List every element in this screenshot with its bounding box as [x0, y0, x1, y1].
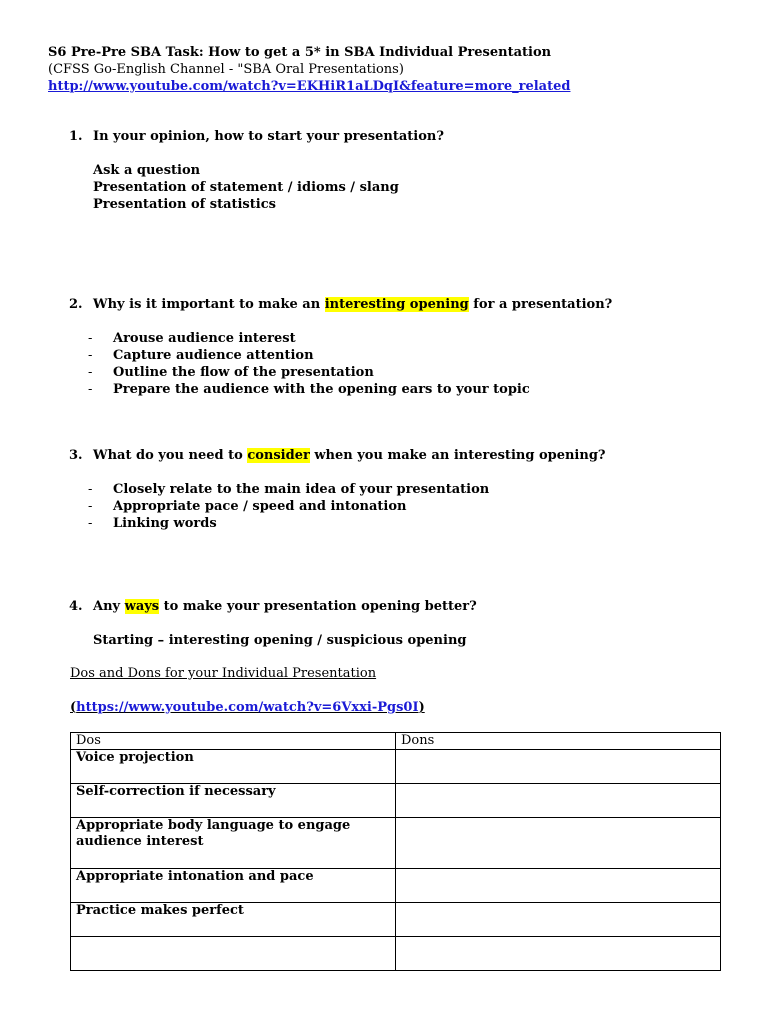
- table-cell-dos: Self-correction if necessary: [71, 784, 396, 818]
- table-row: [71, 869, 721, 903]
- table-cell-dons: [396, 750, 721, 784]
- answer-item: Starting – interesting opening / suspicious opening: [93, 633, 467, 648]
- list-item: - Outline the flow of the presentation: [88, 365, 374, 380]
- question-text: Why is it important to make an: [93, 297, 325, 312]
- table-row: [71, 818, 721, 869]
- table-cell-dos: Appropriate body language to engage audience interest: [71, 818, 396, 869]
- list-item: - Linking words: [88, 516, 217, 531]
- table-cell-dos: Voice projection: [71, 750, 396, 784]
- table-row: [71, 784, 721, 818]
- table-row: [71, 750, 721, 784]
- table-row: [71, 903, 721, 937]
- table-cell-dons: [396, 937, 721, 971]
- list-item-text: Outline the flow of the presentation: [113, 365, 374, 380]
- table-cell-dos: Appropriate intonation and pace: [71, 869, 396, 903]
- document-subtitle: (CFSS Go-English Channel - "SBA Oral Presentations): [48, 62, 404, 77]
- question-3: [48, 447, 606, 464]
- question-text: What do you need to: [93, 448, 248, 463]
- highlighted-term: consider: [247, 448, 310, 463]
- question-4-answer: [93, 632, 466, 649]
- link-paren-open: (: [70, 700, 77, 715]
- source-video-link[interactable]: http://www.youtube.com/watch?v=EKHiR1aLDqI&feature=more_related: [48, 79, 571, 94]
- document-page: [48, 44, 728, 918]
- question-2: [48, 296, 612, 313]
- table-cell-dons: [396, 784, 721, 818]
- table-cell-dons: [396, 869, 721, 903]
- highlighted-term: ways: [124, 599, 160, 614]
- list-item: - Prepare the audience with the opening ears to your topic: [88, 382, 530, 397]
- table-cell-dons: [396, 903, 721, 937]
- dos-donts-video-link[interactable]: https://www.youtube.com/watch?v=6Vxxi-Pgs0I: [76, 700, 419, 715]
- column-header-dos: Dos: [71, 733, 396, 750]
- table-cell-dos: [71, 937, 396, 971]
- list-item-text: Appropriate pace / speed and intonation: [113, 499, 407, 514]
- question-1: [48, 128, 444, 145]
- list-item: - Appropriate pace / speed and intonation: [88, 499, 407, 514]
- question-1-answers: [93, 162, 399, 213]
- list-item: - Capture audience attention: [88, 348, 314, 363]
- answer-item: Presentation of statement / idioms / slang: [93, 180, 399, 195]
- table-cell-dos: Practice makes perfect: [71, 903, 396, 937]
- question-text-end: for a presentation?: [468, 297, 613, 312]
- question-4: [48, 598, 477, 615]
- question-text: In your opinion, how to start your presentation?: [93, 129, 444, 144]
- list-item-text: Closely relate to the main idea of your presentation: [113, 482, 490, 497]
- list-item-text: Arouse audience interest: [113, 331, 296, 346]
- list-item-text: Linking words: [113, 516, 217, 531]
- question-3-answers: [88, 481, 489, 532]
- table-cell-dons: [396, 818, 721, 869]
- question-text-end: to make your presentation opening better?: [159, 599, 477, 614]
- question-number: 4.: [69, 599, 83, 614]
- link-paren-close: ): [418, 700, 425, 715]
- answer-item: Ask a question: [93, 163, 201, 178]
- document-title: S6 Pre-Pre SBA Task: How to get a 5* in SBA Individual Presentation: [48, 45, 552, 60]
- dos-donts-link[interactable]: [70, 699, 425, 716]
- question-number: 2.: [69, 297, 83, 312]
- highlighted-term: interesting opening: [324, 297, 469, 312]
- dos-donts-heading: Dos and Dons for your Individual Presentation: [70, 666, 377, 681]
- dos-donts-table: [70, 732, 721, 971]
- question-number: 1.: [69, 129, 83, 144]
- table-row: [71, 937, 721, 971]
- question-2-answers: [88, 330, 530, 398]
- question-text: Any: [93, 599, 125, 614]
- list-item: - Closely relate to the main idea of your presentation: [88, 482, 490, 497]
- question-text-end: when you make an interesting opening?: [309, 448, 606, 463]
- list-item: - Arouse audience interest: [88, 331, 296, 346]
- list-item-text: Capture audience attention: [113, 348, 314, 363]
- table-header-row: [71, 733, 721, 750]
- column-header-dons: Dons: [396, 733, 721, 750]
- list-item-text: Prepare the audience with the opening ears to your topic: [113, 382, 530, 397]
- answer-item: Presentation of statistics: [93, 197, 276, 212]
- question-number: 3.: [69, 448, 83, 463]
